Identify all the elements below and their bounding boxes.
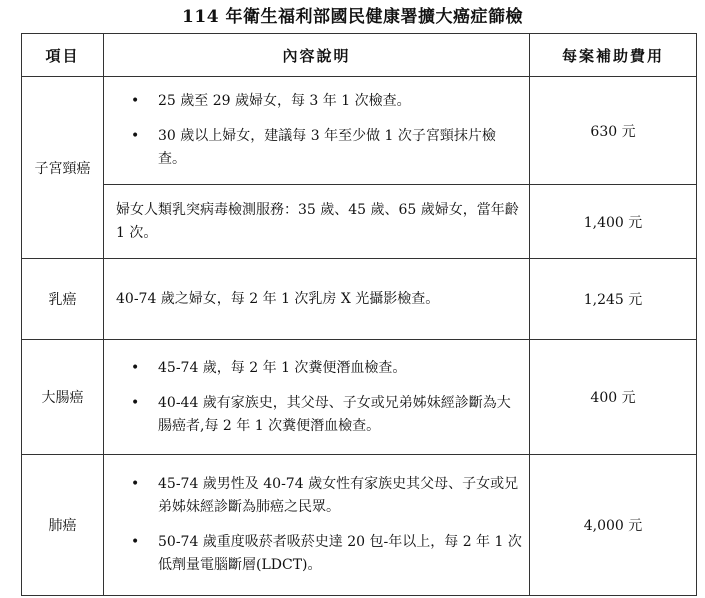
bullet-list xyxy=(116,357,523,438)
bullet-list xyxy=(116,90,523,171)
table-row-breast xyxy=(22,259,697,340)
bullet-item: • 50-74 歲重度吸菸者吸菸史達 20 包-年以上，每 2 年 1 次低劑量電腦斷層(LDCT)。 xyxy=(116,531,523,577)
content-text: 40-74 歲之婦女，每 2 年 1 次乳房 X 光攝影檢查。 xyxy=(116,290,440,307)
item-cell-colorectal: 大腸癌 xyxy=(22,340,104,455)
fee-cell: 4,000 元 xyxy=(530,455,697,596)
table-row-hpv xyxy=(22,185,697,259)
fee-cell: 400 元 xyxy=(530,340,697,455)
table-row-lung xyxy=(22,455,697,596)
item-cell-lung: 肺癌 xyxy=(22,455,104,596)
cancer-screening-table xyxy=(21,33,697,596)
bullet-list xyxy=(116,473,523,577)
header-fee: 每案補助費用 xyxy=(530,34,697,77)
bullet-item: • 40-44 歲有家族史，其父母、子女或兄弟姊妹經診斷為大腸癌者,每 2 年 1 次糞便潛血檢查。 xyxy=(116,392,523,438)
header-item: 項目 xyxy=(22,34,104,77)
item-cell-cervical: 子宮頸癌 xyxy=(22,77,104,259)
content-cell xyxy=(104,77,530,185)
bullet-item: • 45-74 歲，每 2 年 1 次糞便潛血檢查。 xyxy=(116,357,523,380)
document-title: 114 年衛生福利部國民健康署擴大癌症篩檢 xyxy=(182,7,523,27)
item-cell-breast: 乳癌 xyxy=(22,259,104,340)
content-cell xyxy=(104,455,530,596)
bullet-item: • 45-74 歲男性及 40-74 歲女性有家族史其父母、子女或兄弟姊妹經診斷為肺癌之民眾。 xyxy=(116,473,523,519)
fee-cell: 1,400 元 xyxy=(530,185,697,259)
content-cell xyxy=(104,259,530,340)
fee-cell: 1,245 元 xyxy=(530,259,697,340)
bullet-item: • 25 歲至 29 歲婦女，每 3 年 1 次檢查。 xyxy=(116,90,523,113)
content-text: 婦女人類乳突病毒檢測服務：35 歲、45 歲、65 歲婦女，當年齡 1 次。 xyxy=(116,201,519,241)
table-row-colorectal xyxy=(22,340,697,455)
content-cell xyxy=(104,185,530,259)
table-row-cervical xyxy=(22,77,697,185)
header-content: 內容說明 xyxy=(104,34,530,77)
content-cell xyxy=(104,340,530,455)
table-header-row xyxy=(22,34,697,77)
fee-cell: 630 元 xyxy=(530,77,697,185)
bullet-item: • 30 歲以上婦女，建議每 3 年至少做 1 次子宮頸抹片檢查。 xyxy=(116,125,523,171)
